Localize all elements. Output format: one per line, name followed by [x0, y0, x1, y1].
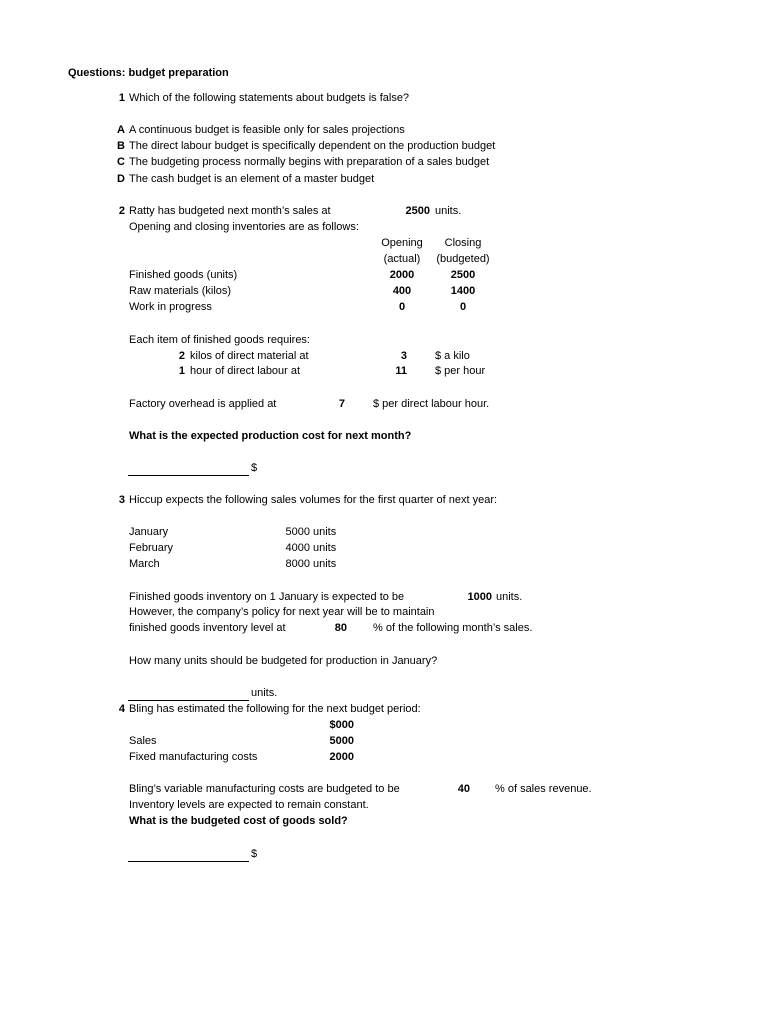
question-2-intro: Ratty has budgeted next month’s sales at [129, 205, 331, 217]
inventory-row-closing: 2500 [450, 269, 476, 281]
overhead-rate: 7 [338, 398, 345, 410]
month-label: January [129, 526, 169, 538]
inventory-text: Finished goods inventory on 1 January is expected to be [129, 591, 405, 603]
inventory-row-opening: 400 [392, 285, 412, 297]
inventory-row-opening: 2000 [389, 269, 415, 281]
month-unit: units [313, 542, 337, 554]
inventory-unit: units. [496, 591, 523, 603]
budget-row-value: 5000 [329, 735, 354, 747]
question-2-prompt: What is the expected production cost for next month? [129, 430, 412, 442]
month-unit: units [313, 526, 337, 538]
inventory-value: 1000 [467, 591, 492, 603]
option-text-d: The cash budget is an element of a master budget [129, 173, 375, 185]
material-rate: 3 [400, 350, 407, 362]
overhead-text: Factory overhead is applied at [129, 398, 277, 410]
sales-units-value: 2500 [405, 205, 430, 217]
question-number-2: 2 [118, 205, 125, 217]
col-header-closing: Closing [444, 237, 482, 249]
question-number-4: 4 [118, 703, 125, 715]
budget-row-label: Sales [129, 735, 157, 747]
answer-line-q4[interactable] [128, 861, 249, 862]
option-letter-d: D [117, 173, 125, 185]
material-qty: 2 [178, 350, 185, 362]
question-number-3: 3 [118, 494, 125, 506]
budget-row-value: 2000 [329, 751, 354, 763]
requires-intro: Each item of finished goods requires: [129, 334, 310, 346]
material-text: kilos of direct material at [190, 350, 309, 362]
variable-cost-value: 40 [457, 783, 470, 795]
col-subheader-closing: (budgeted) [436, 253, 490, 265]
question-number-1: 1 [118, 92, 125, 104]
inventory-row-label: Raw materials (kilos) [129, 285, 232, 297]
col-header-thousands: $000 [329, 719, 354, 731]
option-letter-a: A [117, 124, 125, 136]
variable-cost-text: Bling’s variable manufacturing costs are budgeted to be [129, 783, 400, 795]
month-label: March [129, 558, 160, 570]
policy-text: However, the company’s policy for next year will be to maintain [129, 606, 435, 618]
inventory-row-label: Finished goods (units) [129, 269, 238, 281]
material-unit: $ a kilo [435, 350, 470, 362]
answer-unit-q3: units. [251, 687, 278, 699]
inventory-row-label: Work in progress [129, 301, 212, 313]
labour-text: hour of direct labour at [190, 365, 301, 377]
answer-line-q2[interactable] [128, 475, 249, 476]
month-value: 5000 [285, 526, 310, 538]
month-value: 8000 [285, 558, 310, 570]
inventories-intro: Opening and closing inventories are as follows: [129, 221, 359, 233]
inventory-row-closing: 0 [459, 301, 467, 313]
option-text-b: The direct labour budget is specifically dependent on the production budget [129, 140, 496, 152]
month-value: 4000 [285, 542, 310, 554]
question-3-prompt: How many units should be budgeted for production in January? [129, 655, 438, 667]
question-4-intro: Bling has estimated the following for the next budget period: [129, 703, 421, 715]
question-4-prompt: What is the budgeted cost of goods sold? [129, 815, 348, 827]
inventory-row-closing: 1400 [450, 285, 476, 297]
budget-row-label: Fixed manufacturing costs [129, 751, 258, 763]
labour-rate: 11 [395, 365, 407, 377]
col-header-opening: Opening [381, 237, 423, 249]
question-1-text: Which of the following statements about budgets is false? [129, 92, 410, 104]
overhead-unit: $ per direct labour hour. [373, 398, 490, 410]
month-label: February [129, 542, 174, 554]
answer-unit-q4: $ [251, 848, 258, 860]
option-text-a: A continuous budget is feasible only for sales projections [129, 124, 405, 136]
inventory-constant-text: Inventory levels are expected to remain constant. [129, 799, 369, 811]
level-unit: % of the following month’s sales. [373, 622, 533, 634]
level-text: finished goods inventory level at [129, 622, 286, 634]
option-letter-b: B [117, 140, 125, 152]
labour-unit: $ per hour [435, 365, 486, 377]
answer-unit-q2: $ [251, 462, 258, 474]
option-letter-c: C [117, 156, 125, 168]
option-text-c: The budgeting process normally begins with preparation of a sales budget [129, 156, 490, 168]
col-subheader-opening: (actual) [383, 253, 421, 265]
month-unit: units [313, 558, 337, 570]
labour-qty: 1 [178, 365, 185, 377]
answer-line-q3[interactable] [128, 700, 249, 701]
level-value: 80 [334, 622, 347, 634]
page-title: Questions: budget preparation [68, 67, 229, 79]
question-3-intro: Hiccup expects the following sales volumes for the first quarter of next year: [129, 494, 498, 506]
inventory-row-opening: 0 [398, 301, 406, 313]
sales-units-label: units. [435, 205, 462, 217]
variable-cost-unit: % of sales revenue. [495, 783, 592, 795]
